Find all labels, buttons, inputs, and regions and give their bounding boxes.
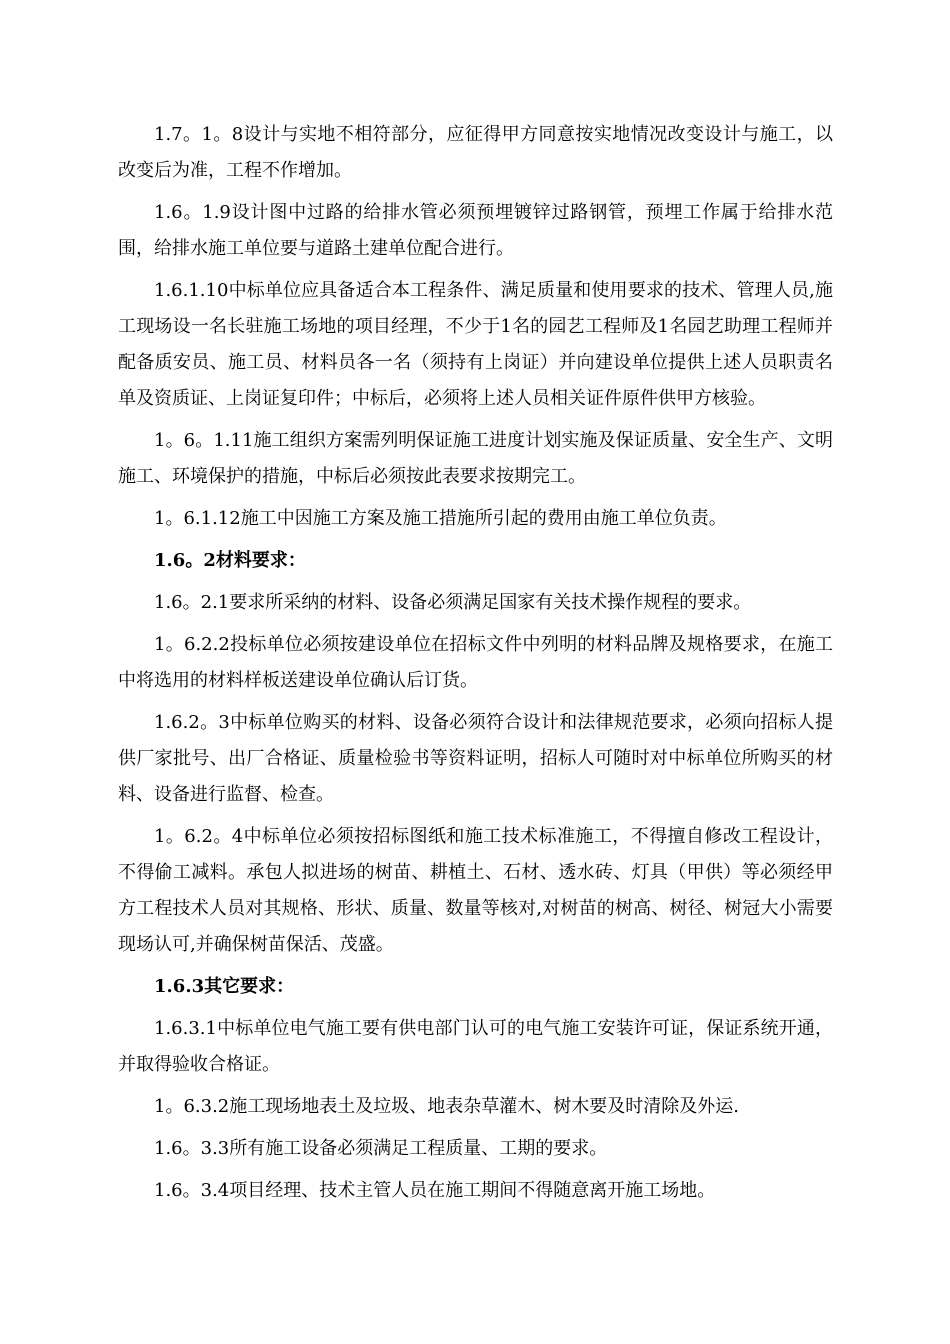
paragraph-1-6-1-11: 1。6。1.11施工组织方案需列明保证施工进度计划实施及保证质量、安全生产、文明施工、环境保护的措施，中标后必须按此表要求按期完工。 [118, 430, 833, 487]
paragraph-1-6-3-4: 1.6。3.4项目经理、技术主管人员在施工期间不得随意离开施工场地。 [154, 1180, 716, 1201]
paragraph-1-7-1-8: 1.7。1。8设计与实地不相符部分，应征得甲方同意按实地情况改变设计与施工，以改变后为准，工程不作增加。 [118, 124, 833, 181]
paragraph-1-6-1-9: 1.6。1.9设计图中过路的给排水管必须预埋镀锌过路钢管，预埋工作属于给排水范围，给排水施工单位要与道路土建单位配合进行。 [118, 202, 833, 259]
paragraph-1-6-3-2: 1。6.3.2施工现场地表土及垃圾、地表杂草灌木、树木要及时清除及外运. [154, 1096, 739, 1117]
paragraph-1-6-2-1: 1.6。2.1要求所采纳的材料、设备必须满足国家有关技术操作规程的要求。 [154, 592, 752, 613]
paragraph-1-6-3-1: 1.6.3.1中标单位电气施工要有供电部门认可的电气施工安装许可证，保证系统开通，并取得验收合格证。 [118, 1018, 833, 1075]
section-heading-materials: 1.6。2材料要求： [154, 550, 306, 571]
paragraph-1-6-1-12: 1。6.1.12施工中因施工方案及施工措施所引起的费用由施工单位负责。 [154, 508, 727, 529]
paragraph-1-6-2-2: 1。6.2.2投标单位必须按建设单位在招标文件中列明的材料品牌及规格要求，在施工中将选用的材料样板送建设单位确认后订货。 [118, 634, 833, 691]
paragraph-1-6-3-3: 1.6。3.3所有施工设备必须满足工程质量、工期的要求。 [154, 1138, 608, 1159]
section-heading-other: 1.6.3其它要求： [154, 976, 295, 997]
paragraph-1-6-2-3: 1.6.2。3中标单位购买的材料、设备必须符合设计和法律规范要求，必须向招标人提供厂家批号、出厂合格证、质量检验书等资料证明，招标人可随时对中标单位所购买的材料、设备进行监督、检查。 [118, 712, 833, 805]
document-body [118, 117, 833, 1215]
paragraph-1-6-1-10: 1.6.1.10中标单位应具备适合本工程条件、满足质量和使用要求的技术、管理人员,施工现场设一名长驻施工场地的项目经理，不少于1名的园艺工程师及1名园艺助理工程师并配备质安员、施工员、材料员各一名（须持有上岗证）并向建设单位提供上述人员职责名单及资质证、上岗证复印件；中标后，必须将上述人员相关证件原件供甲方核验。 [118, 280, 833, 409]
paragraph-1-6-2-4: 1。6.2。4中标单位必须按招标图纸和施工技术标准施工，不得擅自修改工程设计，不得偷工减料。承包人拟进场的树苗、耕植土、石材、透水砖、灯具（甲供）等必须经甲方工程技术人员对其规格、形状、质量、数量等核对,对树苗的树高、树径、树冠大小需要现场认可,并确保树苗保活、茂盛。 [118, 826, 833, 955]
